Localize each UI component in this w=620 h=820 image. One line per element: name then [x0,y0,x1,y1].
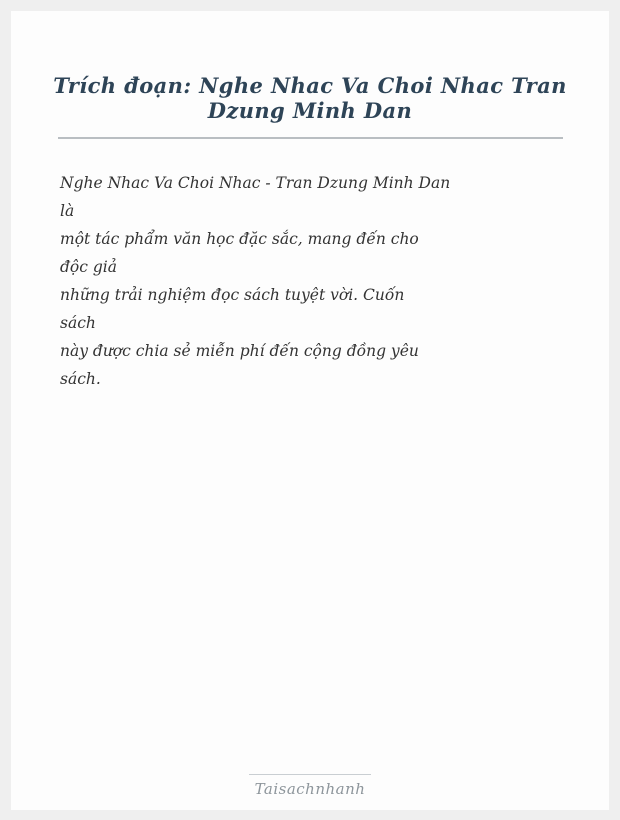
footer-brand: Taisachnhanh [254,780,366,798]
document-sheet [11,11,609,810]
excerpt-text [60,169,569,393]
excerpt-line: độc giả [60,258,117,276]
footer-divider [249,774,371,775]
excerpt-line: những trải nghiệm đọc sách tuyệt vời. Cuốn [60,286,405,304]
excerpt-line: Nghe Nhac Va Choi Nhac - Tran Dzung Minh Dan [60,174,451,192]
excerpt-line: sách [60,314,96,332]
page-footer [11,774,609,798]
excerpt-line: này được chia sẻ miễn phí đến cộng đồng yêu [60,342,419,360]
page-title: Trích đoạn: Nghe Nhac Va Choi Nhac Tran Dzung Minh Dan [53,73,567,123]
excerpt-line: là [60,202,75,220]
title-divider [58,137,563,139]
excerpt-line: một tác phẩm văn học đặc sắc, mang đến cho [60,230,419,248]
excerpt-line: sách. [60,370,101,388]
